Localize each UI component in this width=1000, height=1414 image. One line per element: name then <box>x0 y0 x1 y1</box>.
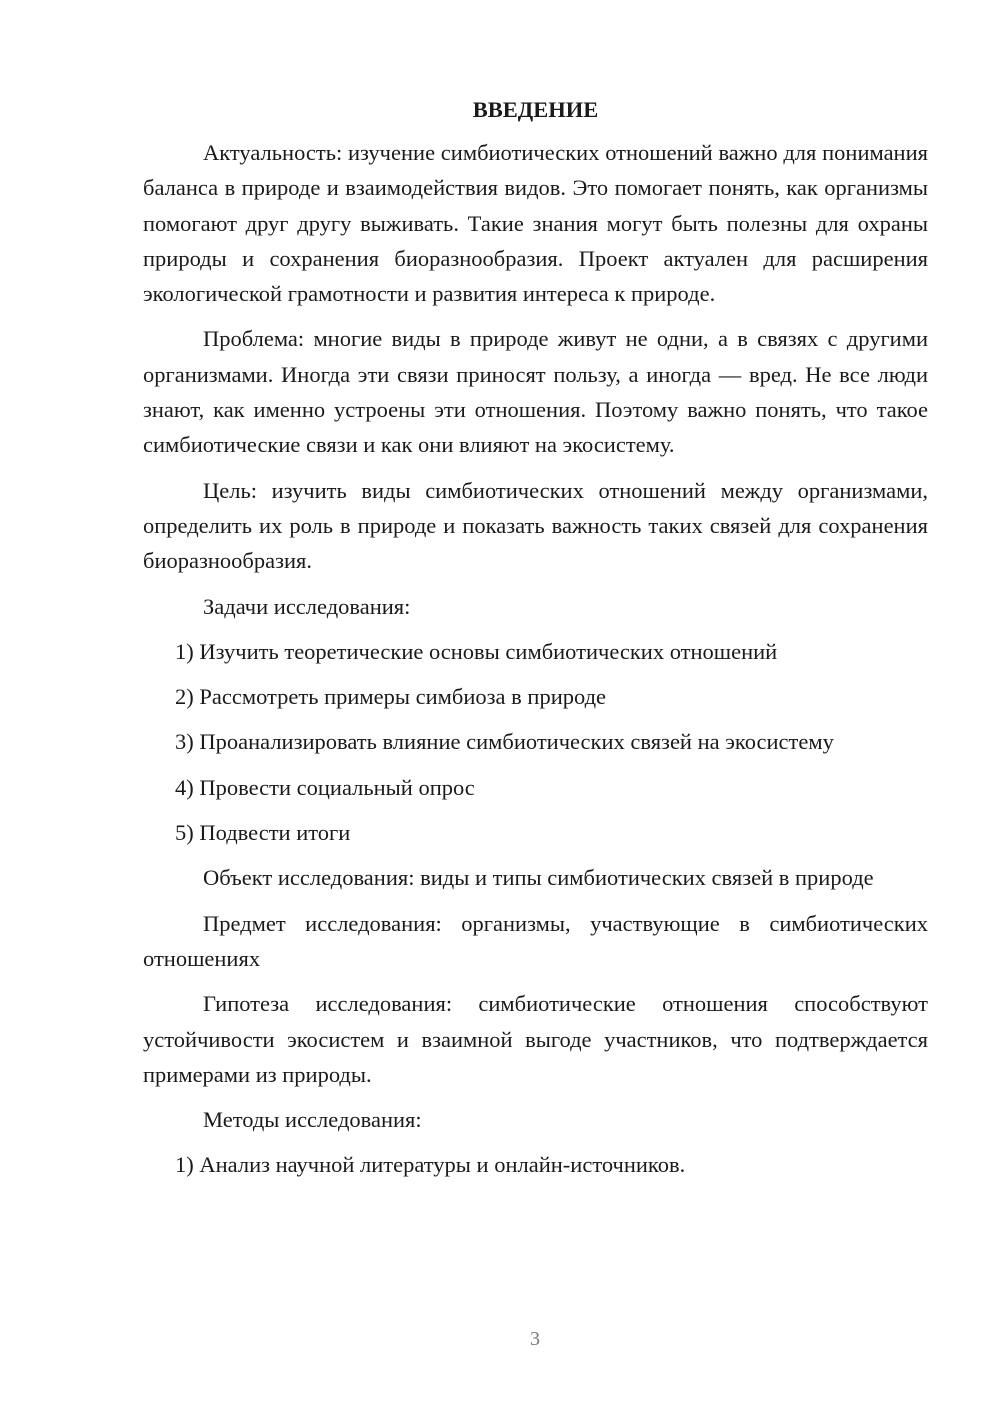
methods-heading: Методы исследования: <box>203 1107 422 1133</box>
list-item: 5) Подвести итоги <box>175 820 351 846</box>
list-item: 1) Изучить теоретические основы симбиотических отношений <box>175 638 778 664</box>
list-item: 2) Рассмотреть примеры симбиоза в природе <box>175 684 607 710</box>
subject-paragraph: Предмет исследования: организмы, участвующие в симбиотических отношениях <box>143 910 928 971</box>
list-item: 1) Анализ научной литературы и онлайн-источников. <box>175 1152 686 1178</box>
list-item: 3) Проанализировать влияние симбиотических связей на экосистему <box>175 729 834 755</box>
tasks-heading: Задачи исследования: <box>203 593 411 619</box>
page-title: ВВЕДЕНИЕ <box>472 97 599 122</box>
list-item: 4) Провести социальный опрос <box>175 774 475 800</box>
goal-paragraph: Цель: изучить виды симбиотических отношений между организмами, определить их роль в природе и показать важность таких связей для сохранения биоразнообразия. <box>143 477 928 574</box>
hypothesis-paragraph: Гипотеза исследования: симбиотические отношения способствуют устойчивости экосистем и взаимной выгоде участников, что подтверждается примерами из природы. <box>143 991 928 1087</box>
page-number: 3 <box>530 1328 540 1350</box>
tasks-list <box>143 634 928 850</box>
relevance-paragraph: Актуальность: изучение симбиотических отношений важно для понимания баланса в природе и взаимодействия видов. Это помогает понять, как организмы помогают друг другу выживать. Такие знания могут быть полезны для охраны природы и сохранения биоразнообразия. Проект актуален для расширения экологической грамотности и развития интереса к природе. <box>143 140 928 307</box>
methods-list <box>143 1147 928 1182</box>
object-paragraph: Объект исследования: виды и типы симбиотических связей в природе <box>203 865 874 891</box>
problem-paragraph: Проблема: многие виды в природе живут не одни, а в связях с другими организмами. Иногда эти связи приносят пользу, а иногда — вред. Не все люди знают, как именно устроены эти отношения. Поэтому важно понять, что такое симбиотические связи и как они влияют на экосистему. <box>143 326 928 458</box>
document-page <box>143 92 928 1193</box>
